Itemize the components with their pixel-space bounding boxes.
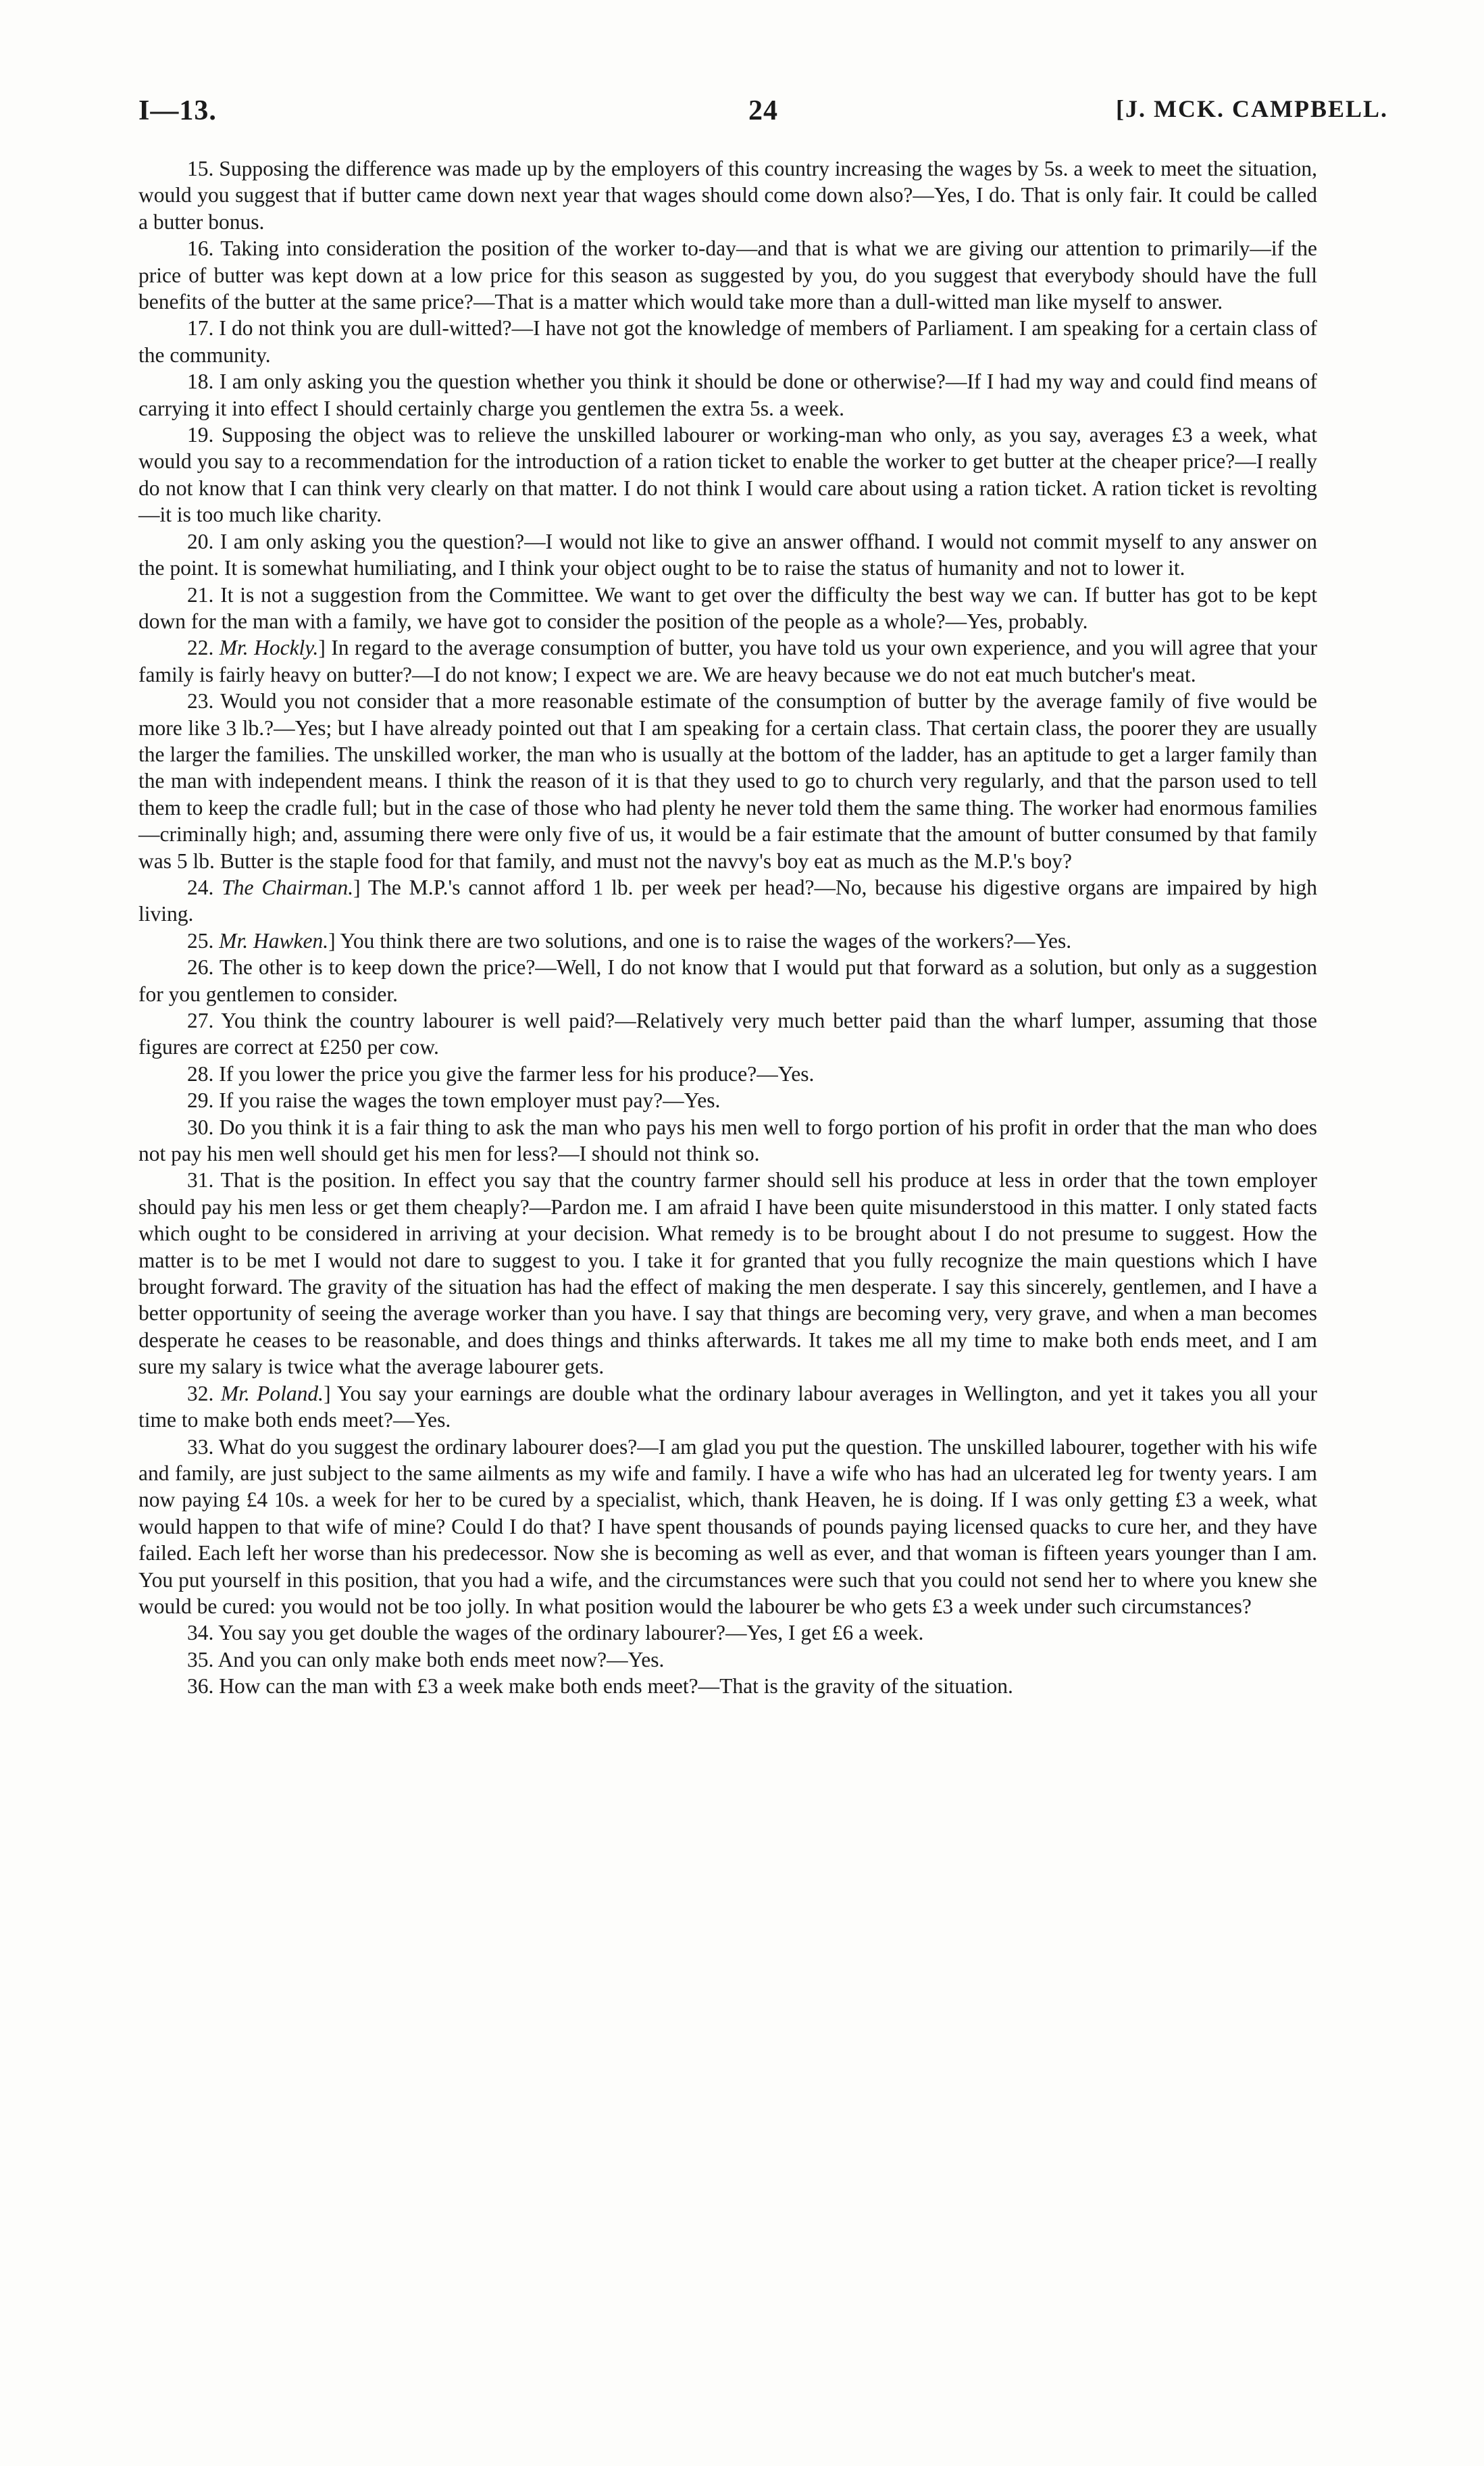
question-number: 33. [187,1434,214,1459]
question-paragraph [138,1380,1317,1434]
question-answer-text: What do you suggest the ordinary labourer does?—I am glad you put the question. The unskilled labourer, together with his wife and family, are just subject to the same ailments as my wife and family. I have a wife who has had an ulcerated leg for twenty years. I am now paying £4 10s. a week for her to be cured by a specialist, which, thank Heaven, he is doing. If I was only getting £3 a week, what would happen to that wife of mine? Could I do that? I have spent thousands of pounds paying licensed quacks to cure her, and they have failed. Each left her worse than his predecessor. Now she is becoming as well as ever, and that woman is fifteen years younger than I am. You put yourself in this position, that you had a wife, and the circumstances were such that you could not send her to where you knew she would be cured: you would not be too jolly. In what position would the labourer be who gets £3 a week under such circumstances? [138,1434,1318,1618]
speaker-name: Mr. Hawken. [219,928,329,953]
question-number: 21. [187,582,214,607]
question-paragraph [138,928,1317,954]
question-number: 36. [187,1674,214,1698]
question-number: 35. [187,1647,214,1671]
question-answer-text: You think there are two solutions, and one is to raise the wages of the workers?—Yes. [340,928,1072,953]
speaker-name: Mr. Poland. [220,1381,324,1405]
question-number: 31. [187,1168,214,1192]
question-paragraph [138,954,1317,1007]
question-answer-text: If you lower the price you give the farmer less for his produce?—Yes. [219,1061,815,1086]
question-answer-text: Supposing the difference was made up by the employers of this country increasing the wages by 5s. a week to meet the situation, would you suggest that if butter came down next year that wages should come down also?—Yes, I do. That is only fair. It could be called a butter bonus. [138,157,1317,234]
question-number: 29. [187,1088,214,1113]
question-number: 15. [187,157,214,180]
speaker-bracket: ] [324,1381,331,1405]
question-answer-text: I am only asking you the question whether you think it should be done or otherwise?—If I had my way and could find means of carrying it into effect I should certainly charge you gentlemen the extra 5s. a week. [138,370,1317,420]
question-answer-text: Do you think it is a fair thing to ask the man who pays his men well to forgo portion of his profit in order that the man who does not pay his men well should get his men for less?—I should not think so. [138,1115,1317,1166]
speaker-name: The Chairman. [222,875,354,899]
page-number: 24 [748,95,778,126]
question-paragraph [138,1061,1317,1087]
question-answer-text: You say your earnings are double what the ordinary labour averages in Wellington, and yet it takes you all your time to make both ends meet?—Yes. [138,1381,1318,1432]
question-paragraph [138,155,1317,235]
question-paragraph [138,1114,1317,1167]
question-paragraph [138,315,1317,368]
question-paragraph [138,422,1317,528]
question-paragraph [138,1434,1317,1620]
question-paragraph [138,634,1317,688]
question-number: 26. [187,955,214,980]
question-answer-text: I am only asking you the question?—I would not like to give an answer offhand. I would not commit myself to any answer on the point. It is somewhat humiliating, and I think your object ought to be to raise the status of humanity and not to lower it. [138,529,1318,580]
page-header [138,95,1388,135]
question-number: 23. [187,689,214,713]
witness-name: [J. MCK. CAMPBELL. [1116,95,1388,122]
question-answer-text: Taking into consideration the position of the worker to-day—and that is what we are giving our attention to primarily—if the price of butter was kept down at a low price for this season as suggested by you, do you suggest that everybody should have the full benefits of the butter at the same price?—That is a matter which would take more than a dull-witted man like myself to answer. [138,236,1317,314]
parliamentary-paper-ref: I—13. [138,95,217,126]
question-paragraph [138,1087,1317,1113]
question-answer-text: If you raise the wages the town employer must pay?—Yes. [219,1088,721,1113]
question-paragraph [138,582,1317,635]
question-paragraph [138,874,1317,928]
question-number: 22. [187,636,214,660]
question-answer-text: I do not think you are dull-witted?—I have not got the knowledge of members of Parliament. I am speaking for a certain class of the community. [138,316,1317,367]
question-paragraph [138,235,1317,315]
question-answer-text: You say you get double the wages of the ordinary labourer?—Yes, I get £6 a week. [218,1621,924,1645]
question-paragraph [138,528,1317,582]
question-number: 32. [187,1381,214,1405]
question-answer-text: And you can only make both ends meet now?—Yes. [218,1647,665,1671]
question-answer-text: The M.P.'s cannot afford 1 lb. per week per head?—No, because his digestive organs are impaired by high living. [138,875,1317,926]
question-paragraph [138,1167,1317,1380]
question-answer-text: Would you not consider that a more reasonable estimate of the consumption of butter by the average family of five would be more like 3 lb.?—Yes; but I have already pointed out that I am speaking for a certain class. That certain class, the poorer they are usually the larger the families. The unskilled worker, the man who is usually at the bottom of the ladder, has an aptitude to get a larger family than the man with independent means. I think the reason of it is that they used to go to church very regularly, and that the parson used to tell them to keep the cradle full; but in the case of those who had plenty he never told them the same thing. The worker had enormous families—criminally high; and, assuming there were only five of us, it would be a fair estimate that the amount of butter consumed by that family was 5 lb. Butter is the staple food for that family, and must not the navvy's boy eat as much as the M.P.'s boy? [138,689,1318,873]
question-answer-text: It is not a suggestion from the Committee. We want to get over the difficulty the best way we can. If butter has got to be kept down for the man with a family, we have got to consider the position of the people as a whole?—Yes, probably. [138,582,1317,633]
evidence-body [138,155,1317,1700]
question-number: 19. [187,423,214,447]
speaker-bracket: ] [328,928,336,953]
speaker-name: Mr. Hockly. [219,636,319,660]
question-number: 24. [187,875,214,899]
speaker-bracket: ] [353,875,361,899]
question-answer-text: How can the man with £3 a week make both ends meet?—That is the gravity of the situation. [219,1674,1013,1698]
question-paragraph [138,1646,1317,1673]
question-number: 27. [187,1009,214,1032]
question-paragraph [138,1619,1317,1646]
question-number: 17. [187,316,214,341]
question-number: 18. [187,370,214,394]
question-answer-text: In regard to the average consumption of butter, you have told us your own experience, and you will agree that your family is fairly heavy on butter?—I do not know; I expect we are. We are heavy because we do not eat much butcher's meat. [138,636,1318,686]
question-answer-text: You think the country labourer is well paid?—Relatively very much better paid than the wharf lumper, assuming that those figures are correct at £250 per cow. [138,1009,1317,1059]
question-number: 28. [187,1061,214,1086]
question-answer-text: That is the position. In effect you say that the country farmer should sell his produce at less in order that the town employer should pay his men less or get them cheaply?—Pardon me. I am afraid I have been quite misunderstood in this matter. I only stated facts which ought to be considered in arriving at your decision. What remedy is to be brought about I do not presume to suggest. How the matter is to be met I would not dare to suggest to you. I take it for granted that you fully recognize the main questions which I have brought forward. The gravity of the situation has had the effect of making the men desperate. I say this sincerely, gentlemen, and I have a better opportunity of seeing the average worker than you have. I say that things are becoming very, very grave, and when a man becomes desperate he ceases to be reasonable, and does things and thinks afterwards. It takes me all my time to make both ends meet, and I am sure my salary is twice what the average labourer gets. [138,1168,1317,1379]
question-paragraph [138,688,1317,874]
question-paragraph [138,1673,1317,1699]
question-paragraph [138,1007,1317,1061]
question-answer-text: Supposing the object was to relieve the unskilled labourer or working-man who only, as you say, averages £3 a week, what would you say to a recommendation for the introduction of a ration ticket to enable the worker to get butter at the cheaper price?—I really do not know that I can think very clearly on that matter. I do not think I would care about using a ration ticket. A ration ticket is revolting—it is too much like charity. [138,423,1317,527]
question-number: 16. [187,236,214,261]
question-paragraph [138,368,1317,422]
question-number: 25. [187,928,214,953]
question-number: 34. [187,1621,214,1645]
speaker-bracket: ] [318,636,326,660]
question-number: 30. [187,1115,214,1139]
question-number: 20. [187,529,214,553]
question-answer-text: The other is to keep down the price?—Well, I do not know that I would put that forward as a solution, but only as a suggestion for you gentlemen to consider. [138,955,1317,1006]
